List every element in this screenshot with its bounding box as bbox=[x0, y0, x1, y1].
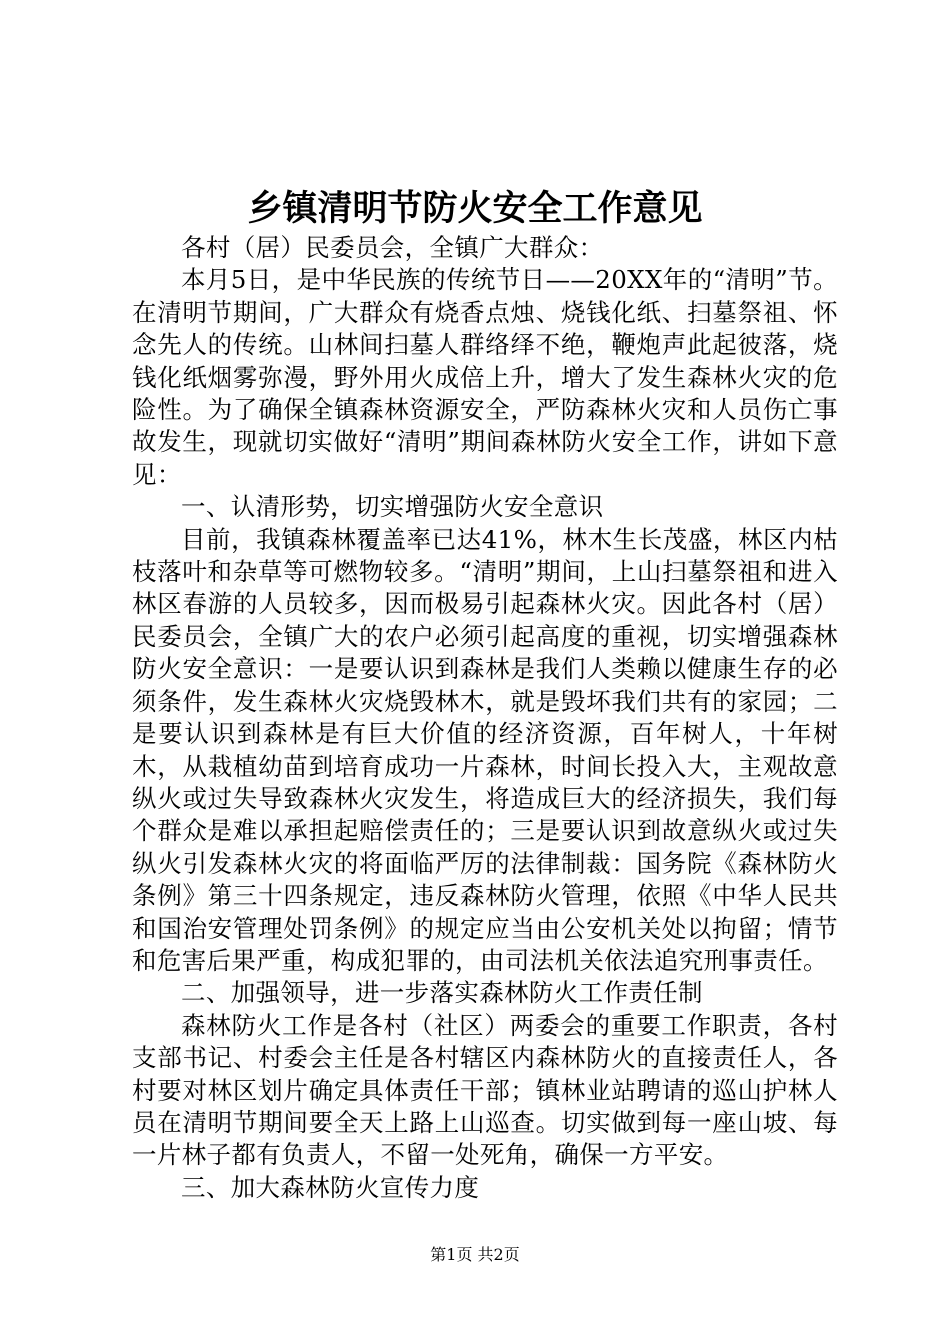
document-body bbox=[132, 232, 838, 1204]
section-heading-3: 三、加大森林防火宣传力度 bbox=[181, 1172, 480, 1202]
salutation-paragraph: 各村（居）民委员会，全镇广大群众： bbox=[181, 233, 604, 262]
section-2-paragraph: 森林防火工作是各村（社区）两委会的重要工作职责，各村支部书记、村委会主任是各村辖区内森林防火的直接责任人，各村要对林区划片确定具体责任干部；镇林业站聘请的巡山护林人员在清明节期间要全天上路上山巡查。切实做到每一座山坡、每一片林子都有负责人，不留一处死角，确保一方平安。 bbox=[132, 1010, 838, 1170]
section-1-paragraph: 目前，我镇森林覆盖率已达41%，林木生长茂盛，林区内枯枝落叶和杂草等可燃物较多。“清明”期间，上山扫墓祭祖和进入林区春游的人员较多，因而极易引起森林火灾。因此各村（居）民委员会，全镇广大的农户必须引起高度的重视，切实增强森林防火安全意识：一是要认识到森林是我们人类赖以健康生存的必须条件，发生森林火灾烧毁林木，就是毁坏我们共有的家园；二是要认识到森林是有巨大价值的经济资源，百年树人，十年树木，从栽植幼苗到培育成功一片森林，时间长投入大，主观故意纵火或过失导致森林火灾发生，将造成巨大的经济损失，我们每个群众是难以承担起赔偿责任的；三是要认识到故意纵火或过失纵火引发森林火灾的将面临严厉的法律制裁：国务院《森林防火条例》第三十四条规定，违反森林防火管理，依照《中华人民共和国治安管理处罚条例》的规定应当由公安机关处以拘留；情节和危害后果严重，构成犯罪的，由司法机关依法追究刑事责任。 bbox=[132, 524, 838, 975]
document-title: 乡镇清明节防火安全工作意见 bbox=[247, 188, 703, 229]
page-footer: 第1页 共2页 bbox=[430, 1245, 520, 1264]
intro-paragraph: 本月5日，是中华民族的传统节日——20XX年的“清明”节。在清明节期间，广大群众有烧香点烛、烧钱化纸、扫墓祭祖、怀念先人的传统。山林间扫墓人群络绎不绝，鞭炮声此起彼落，烧钱化纸烟雾弥漫，野外用火成倍上升，增大了发生森林火灾的危险性。为了确保全镇森林资源安全，严防森林火灾和人员伤亡事故发生，现就切实做好“清明”期间森林防火安全工作，讲如下意见： bbox=[132, 265, 838, 489]
section-heading-2: 二、加强领导，进一步落实森林防火工作责任制 bbox=[181, 978, 703, 1008]
section-heading-1: 一、认清形势，切实增强防火安全意识 bbox=[181, 492, 604, 522]
